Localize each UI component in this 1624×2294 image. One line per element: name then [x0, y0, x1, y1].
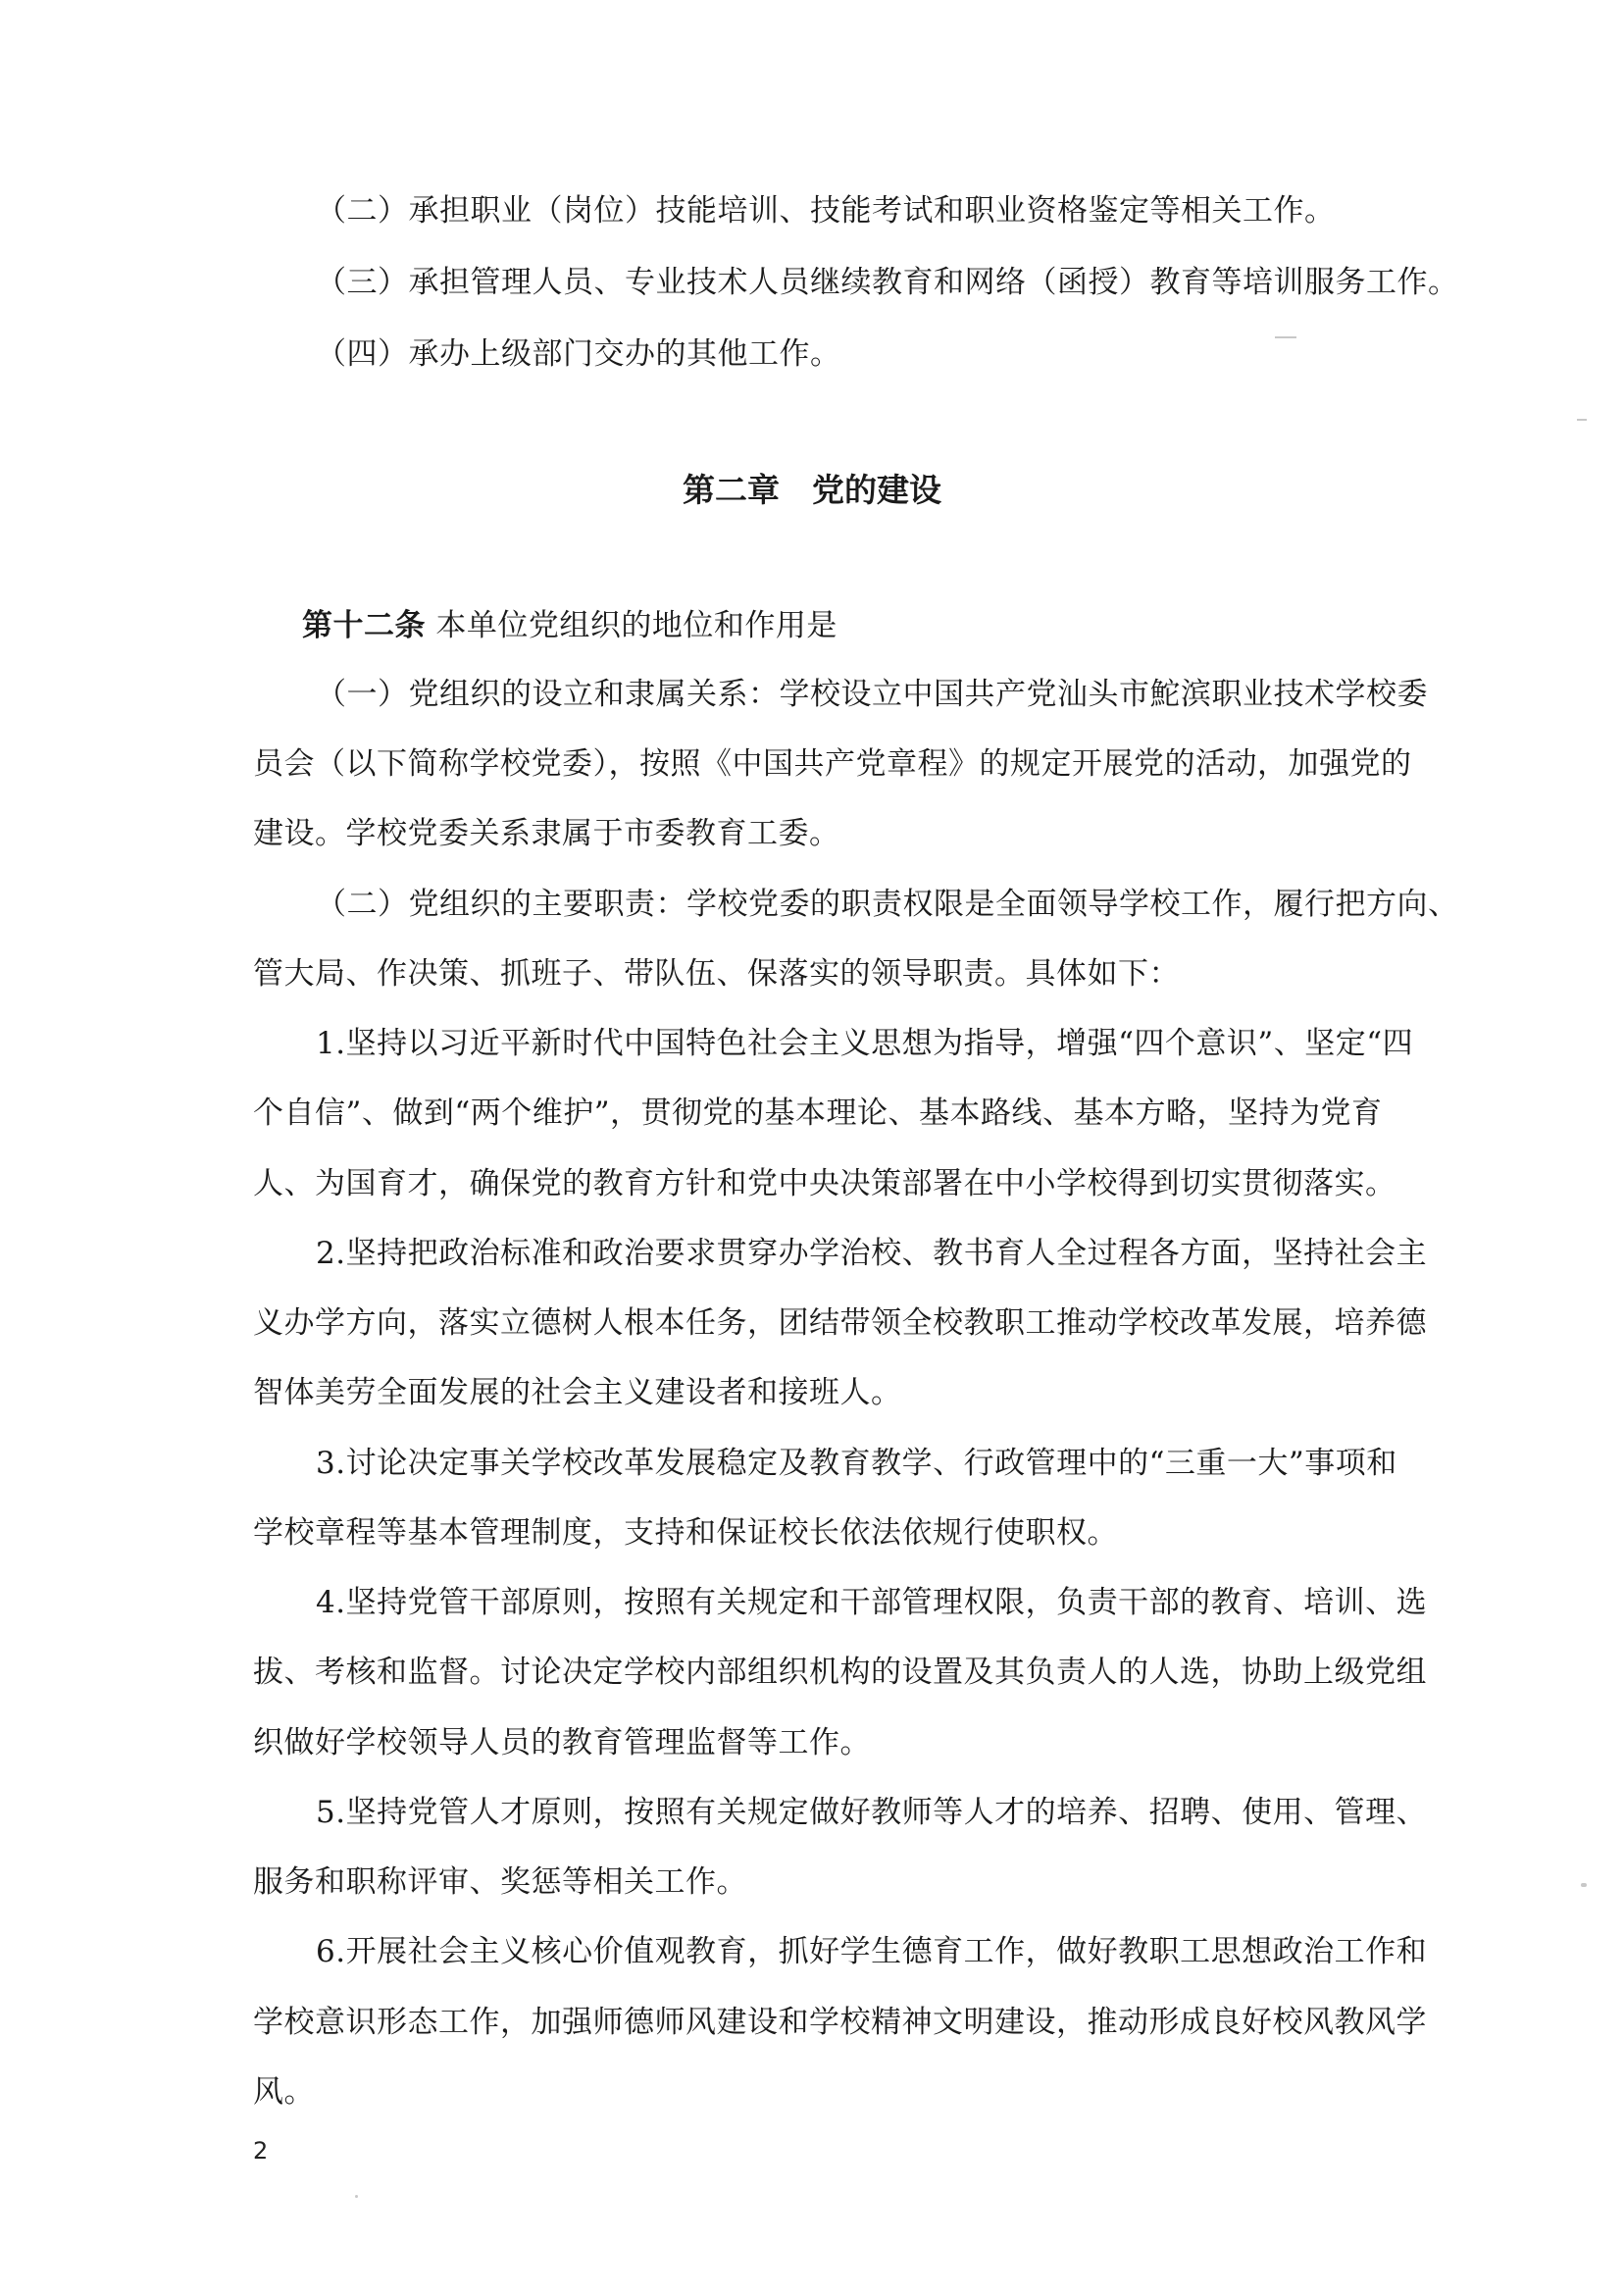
body-line: 6.开展社会主义核心价值观教育，抓好学生德育工作，做好教职工思想政治工作和 — [316, 1934, 1428, 1969]
body-line: 织做好学校领导人员的教育管理监督等工作。 — [253, 1725, 871, 1760]
body-line: 2.坚持把政治标准和政治要求贯穿办学治校、教书育人全过程各方面，坚持社会主 — [316, 1236, 1428, 1271]
chapter-heading: 第二章 党的建设 — [683, 471, 941, 509]
scan-speck — [355, 2195, 358, 2198]
body-line: 人、为国育才，确保党的教育方针和党中央决策部署在中小学校得到切实贯彻落实。 — [253, 1166, 1396, 1201]
body-line: 1.坚持以习近平新时代中国特色社会主义思想为指导，增强“四个意识”、坚定“四 — [316, 1026, 1414, 1061]
scan-speck — [1275, 336, 1296, 338]
body-line: 拔、考核和监督。讨论决定学校内部组织机构的设置及其负责人的人选，协助上级党组 — [253, 1655, 1427, 1690]
list-item-2: （二）承担职业（岗位）技能培训、技能考试和职业资格鉴定等相关工作。 — [316, 193, 1336, 229]
scan-speck — [1577, 419, 1587, 421]
article-number: 第十二条 — [302, 608, 426, 643]
body-line: 风。 — [253, 2074, 315, 2110]
body-line: 个自信”、做到“两个维护”，贯彻党的基本理论、基本路线、基本方略，坚持为党育 — [253, 1096, 1383, 1131]
body-line: 3.讨论决定事关学校改革发展稳定及教育教学、行政管理中的“三重一大”事项和 — [316, 1446, 1397, 1481]
article-title: 本单位党组织的地位和作用是 — [435, 608, 837, 643]
scan-speck — [1581, 1883, 1587, 1887]
body-line: 学校意识形态工作，加强师德师风建设和学校精神文明建设，推动形成良好校风教风学 — [253, 2005, 1427, 2040]
body-line: 员会（以下简称学校党委），按照《中国共产党章程》的规定开展党的活动，加强党的 — [253, 746, 1412, 782]
body-line: 服务和职称评审、奖惩等相关工作。 — [253, 1864, 747, 1900]
list-item-4: （四）承办上级部门交办的其他工作。 — [316, 336, 841, 372]
body-line: 智体美劳全面发展的社会主义建设者和接班人。 — [253, 1375, 902, 1410]
list-item-3: （三）承担管理人员、专业技术人员继续教育和网络（函授）教育等培训服务工作。 — [316, 265, 1459, 300]
body-line: 建设。学校党委关系隶属于市委教育工委。 — [253, 816, 840, 851]
body-line: 5.坚持党管人才原则，按照有关规定做好教师等人才的培养、招聘、使用、管理、 — [316, 1795, 1428, 1830]
body-line: 4.坚持党管干部原则，按照有关规定和干部管理权限，负责干部的教育、培训、选 — [316, 1585, 1428, 1620]
body-line: 学校章程等基本管理制度，支持和保证校长依法依规行使职权。 — [253, 1515, 1118, 1551]
body-line: 义办学方向，落实立德树人根本任务，团结带领全校教职工推动学校改革发展，培养德 — [253, 1305, 1427, 1341]
article-title-line — [302, 606, 837, 645]
body-line: （一）党组织的设立和隶属关系：学校设立中国共产党汕头市鮀滨职业技术学校委 — [316, 677, 1428, 712]
page-number: 2 — [253, 2137, 269, 2165]
body-line: 管大局、作决策、抓班子、带队伍、保落实的领导职责。具体如下： — [253, 956, 1180, 992]
body-line: （二）党组织的主要职责：学校党委的职责权限是全面领导学校工作，履行把方向、 — [316, 887, 1459, 922]
